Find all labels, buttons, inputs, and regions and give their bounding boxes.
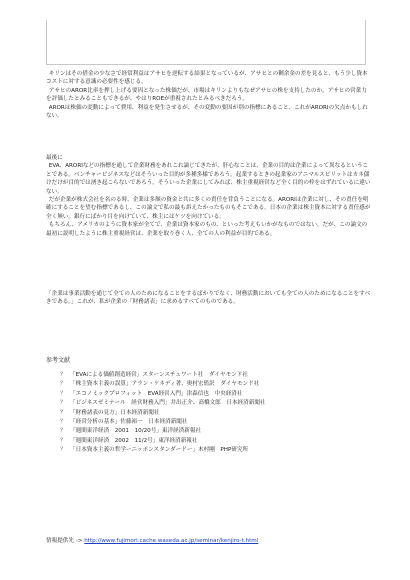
source-line	[46, 537, 372, 545]
conclusion-section	[46, 154, 372, 238]
bullet-icon: ？	[60, 390, 66, 397]
reference-text: 「財務諸表の見方」日本経済新聞社	[70, 409, 160, 416]
reference-item	[60, 390, 372, 398]
source-link[interactable]: http://www.fujimori.cache.waseda.ac.jp/seminar/kenjiro-t.html	[84, 538, 259, 544]
conclusion-heading: 最後に	[46, 155, 63, 161]
reference-item	[60, 380, 372, 388]
intro-paragraph: キリンはその借金の少なさで経常利益はアサヒを逆転する結果となっているが、アサヒとの剰余金の差を見ると、もう少し資本コストに対する意識の必要性を感じる。	[46, 71, 368, 86]
bullet-icon: ？	[60, 372, 66, 378]
bullet-icon: ？	[60, 428, 66, 435]
conclusion-paragraph: EVA、ARORIなどの指標を通して企業財務をあれこれ論じてきたが、肝心なことは、企業の目的は企業によって異なるということである。ベンチャービジネスなどはそういった目的が多種多様であろう。起業するときの起業家のアニマルスピリットはカネ儲けだけが目的では湧き起こらないであろう。そういった企業にしてみれば、株主重視経営など全く目的の枠をはずれているに違いない。	[46, 163, 371, 195]
reference-text: 「エコノミックプロフィット EVA経営入門」津森信也 中央経済社	[70, 390, 243, 397]
references-section	[46, 356, 372, 456]
intro-paragraph: ARORは株価の変動によって費用、利益を発生させるが、その変動の要因が別の指標にあること、これがARORIの欠点かもしれない。	[46, 104, 368, 119]
top-frame-box	[46, 20, 366, 65]
bullet-icon: ？	[60, 381, 66, 388]
reference-text: 「株主資本主義の誤算」アラン・ケネディ著、奥村宏監訳 ダイヤモンド社	[70, 381, 260, 388]
conclusion-paragraph: もちろん、アメリカのように資本家が全てで、企業は資本家のもの、といった考えもいかがなものではない。だが、この論文の最初に説明したように株主重視経営は、企業を取り巻く人、全ての人の利益が目的である。	[46, 222, 368, 237]
intro-paragraph: アサヒのAROR比率を押し上げる要因となった株価だが、市場はキリンよりもなぜアサヒの株を支持したのか。アサヒの営業力を評価したとみることもできるが、やはりROEが重視されたとみるべきだろう。	[46, 87, 367, 103]
references-title: 参考文献	[46, 357, 71, 364]
reference-text: 「週間東洋経済 2001 10/20号」東洋経済新報社	[70, 428, 202, 435]
reference-item	[60, 437, 372, 445]
closing-quote-section	[46, 290, 372, 307]
reference-text: 「週間東洋経済 2002 11/2号」東洋経済新報社	[70, 437, 198, 444]
bullet-icon: ？	[60, 409, 66, 416]
source-label: 情報提供先 ->	[46, 538, 83, 544]
bullet-icon: ？	[60, 418, 66, 425]
reference-text: 「ビジネスゼミナール 経営財務入門」井出正介、高橋文郎 日本経済新聞社	[70, 400, 266, 407]
reference-item	[60, 418, 372, 426]
bullet-icon: ？	[60, 400, 66, 407]
reference-item	[60, 399, 372, 407]
references-list	[46, 371, 372, 455]
document-page	[46, 0, 376, 580]
bullet-icon: ？	[60, 447, 66, 454]
reference-text: 「日本資本主義の哲学ーニッポンスタンダードー」木村剛 PHP研究所	[70, 447, 249, 454]
reference-item	[60, 446, 372, 454]
reference-text: 「経営分析の基本」佐藤裕一 日本経済新聞社	[70, 418, 188, 425]
reference-item	[60, 371, 372, 379]
bullet-icon: ？	[60, 437, 66, 444]
reference-item	[60, 427, 372, 435]
reference-item	[60, 409, 372, 417]
closing-quote: 「企業は事業活動を通じて全ての人のためになることをするばかりでなく、財務活動においても全ての人のためになることをすべきである。」これが、私が企業の「財務諸表」に求めるすべてのものである。	[46, 291, 371, 306]
conclusion-paragraph: だが企業が株式会社を名のる時、企業は多額の資金と共に多くの責任を背負うことになる。ARORIは企業に対し、その責任を明確にすることを望む指標であるし、この論文で私の最も訴えたかったものもそこである。日本の企業は株主資本に対する責任感が全く無い。銀行にばかり目を向けていて、株主にはケツを向けている。	[46, 196, 371, 220]
intro-section	[46, 70, 372, 120]
reference-text: 「EVAによる価値創造経営」スターンスチュワート社 ダイヤモンド社	[70, 372, 248, 378]
